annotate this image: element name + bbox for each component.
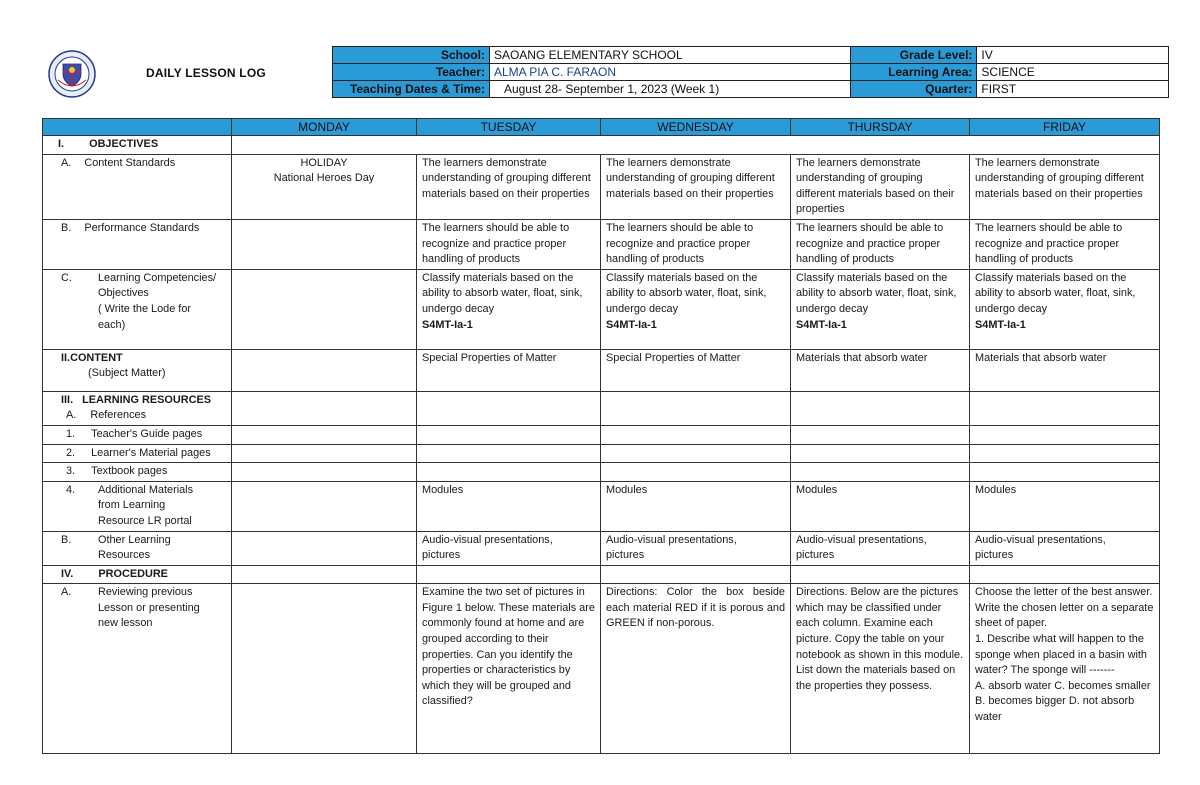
grade-level-value: IV bbox=[977, 47, 1169, 64]
learning-area-label: Learning Area: bbox=[850, 64, 977, 81]
tuesday-olr: Audio-visual presentations, pictures bbox=[417, 531, 601, 565]
learners-material-label-cell bbox=[43, 444, 232, 463]
learning-competencies-row bbox=[43, 269, 1160, 349]
tuesday-competencies bbox=[417, 269, 601, 349]
thursday-competency-code: S4MT-Ia-1 bbox=[796, 318, 847, 331]
teachers-guide-number: 1. bbox=[66, 427, 76, 440]
friday-competencies bbox=[970, 269, 1160, 349]
content-label: CONTENT bbox=[70, 351, 123, 364]
procedure-number: IV. bbox=[61, 567, 74, 580]
monday-performance-standards bbox=[232, 219, 417, 269]
wednesday-review: Directions: Color the box beside each material RED if it is porous and GREEN if non-porous. bbox=[601, 584, 791, 754]
wednesday-tb bbox=[601, 463, 791, 482]
document-title: DAILY LESSON LOG bbox=[146, 66, 266, 80]
learning-area-value: SCIENCE bbox=[977, 64, 1169, 81]
procedure-row bbox=[43, 565, 1160, 584]
additional-materials-row bbox=[43, 481, 1160, 531]
teachers-guide-row bbox=[43, 425, 1160, 444]
content-row bbox=[43, 349, 1160, 391]
teachers-guide-label-cell bbox=[43, 425, 232, 444]
performance-standards-label: Performance Standards bbox=[84, 221, 200, 234]
day-header-row bbox=[43, 119, 1160, 136]
tuesday-lm bbox=[417, 444, 601, 463]
friday-review-choices-2: B. becomes bigger D. not absorb water bbox=[975, 695, 1135, 724]
monday-resources bbox=[232, 391, 417, 425]
quarter-label: Quarter: bbox=[850, 81, 977, 98]
teacher-label: Teacher: bbox=[333, 64, 490, 81]
learning-resources-row bbox=[43, 391, 1160, 425]
wednesday-content-standards: The learners demonstrate understanding of grouping different materials based on their properties bbox=[601, 154, 791, 219]
learners-material-row bbox=[43, 444, 1160, 463]
textbook-number: 3. bbox=[66, 465, 76, 478]
thursday-review: Directions. Below are the pictures which may be classified under each column. Examine each picture. Copy the table on your notebook as shown in this module. List down the materials based on the properties they possess. bbox=[791, 584, 970, 754]
deped-seal-logo bbox=[48, 50, 96, 98]
friday-review bbox=[970, 584, 1160, 754]
other-resources-label-cell bbox=[43, 531, 232, 565]
friday-review-instruction: Choose the letter of the best answer. Write the chosen letter on a separate sheet of paper. bbox=[975, 586, 1154, 630]
review-lesson-number: A. bbox=[61, 586, 72, 599]
friday-review-question: 1. Describe what will happen to the sponge when placed in a basin with water? The sponge will ------- bbox=[975, 633, 1147, 677]
teaching-dates-value: August 28- September 1, 2023 (Week 1) bbox=[489, 81, 850, 98]
day-tuesday: TUESDAY bbox=[417, 119, 601, 136]
tuesday-content-standards: The learners demonstrate understanding of grouping different materials based on their properties bbox=[417, 154, 601, 219]
textbook-row bbox=[43, 463, 1160, 482]
additional-materials-number: 4. bbox=[66, 483, 76, 496]
friday-procedure bbox=[970, 565, 1160, 584]
day-thursday: THURSDAY bbox=[791, 119, 970, 136]
tuesday-review: Examine the two set of pictures in Figure 1 below. These materials are commonly found at home and are grouped according to their properties. Can you identify the properties or characteristics by which they will be grouped and classified? bbox=[417, 584, 601, 754]
thursday-resources bbox=[791, 391, 970, 425]
tuesday-procedure bbox=[417, 565, 601, 584]
learning-resources-label-cell bbox=[43, 391, 232, 425]
procedure-label: PROCEDURE bbox=[98, 567, 168, 580]
monday-competencies bbox=[232, 269, 417, 349]
wednesday-content: Special Properties of Matter bbox=[601, 349, 791, 391]
wednesday-competency-code: S4MT-Ia-1 bbox=[606, 318, 657, 331]
friday-competency-text: Classify materials based on the ability to absorb water, float, sink, undergo decay bbox=[975, 271, 1136, 315]
day-wednesday: WEDNESDAY bbox=[601, 119, 791, 136]
review-lesson-row bbox=[43, 584, 1160, 754]
wednesday-competencies bbox=[601, 269, 791, 349]
friday-am: Modules bbox=[970, 481, 1160, 531]
school-info-table bbox=[332, 46, 1169, 98]
friday-review-choices-1: A. absorb water C. becomes smaller bbox=[975, 679, 1151, 692]
performance-standards-label-cell bbox=[43, 219, 232, 269]
wednesday-procedure bbox=[601, 565, 791, 584]
objectives-heading bbox=[43, 136, 232, 155]
tuesday-content: Special Properties of Matter bbox=[417, 349, 601, 391]
day-monday: MONDAY bbox=[232, 119, 417, 136]
textbook-label-cell bbox=[43, 463, 232, 482]
other-resources-label: Other Learning Resources bbox=[98, 533, 171, 562]
teaching-dates-label: Teaching Dates & Time: bbox=[333, 81, 490, 98]
objectives-label: OBJECTIVES bbox=[89, 138, 159, 150]
other-resources-row bbox=[43, 531, 1160, 565]
thursday-content: Materials that absorb water bbox=[791, 349, 970, 391]
learners-material-number: 2. bbox=[66, 446, 76, 459]
wednesday-competency-text: Classify materials based on the ability to absorb water, float, sink, undergo decay bbox=[606, 271, 767, 315]
thursday-competencies bbox=[791, 269, 970, 349]
content-number: II. bbox=[61, 351, 71, 364]
content-sublabel: (Subject Matter) bbox=[88, 367, 166, 380]
thursday-am: Modules bbox=[791, 481, 970, 531]
friday-content-standards: The learners demonstrate understanding of grouping different materials based on their properties bbox=[970, 154, 1160, 219]
friday-tg bbox=[970, 425, 1160, 444]
references-label: References bbox=[90, 409, 147, 422]
other-resources-number: B. bbox=[61, 533, 72, 546]
friday-lm bbox=[970, 444, 1160, 463]
friday-olr: Audio-visual presentations, pictures bbox=[970, 531, 1160, 565]
school-value: SAOANG ELEMENTARY SCHOOL bbox=[489, 47, 850, 64]
wednesday-am: Modules bbox=[601, 481, 791, 531]
textbook-label: Textbook pages bbox=[91, 465, 168, 478]
thursday-tg bbox=[791, 425, 970, 444]
thursday-lm bbox=[791, 444, 970, 463]
daily-lesson-table bbox=[42, 118, 1160, 754]
monday-lm bbox=[232, 444, 417, 463]
lesson-log-header bbox=[42, 46, 1169, 101]
tuesday-performance-standards: The learners should be able to recognize and practice proper handling of products bbox=[417, 219, 601, 269]
learning-competencies-label-cell bbox=[43, 269, 232, 349]
monday-tb bbox=[232, 463, 417, 482]
thursday-procedure bbox=[791, 565, 970, 584]
thursday-competency-text: Classify materials based on the ability to absorb water, float, sink, undergo decay bbox=[796, 271, 957, 315]
thursday-content-standards: The learners demonstrate understanding of grouping different materials based on their properties bbox=[791, 154, 970, 219]
additional-materials-label: Additional Materials from Learning Resource LR portal bbox=[98, 483, 194, 527]
monday-am bbox=[232, 481, 417, 531]
day-friday: FRIDAY bbox=[970, 119, 1160, 136]
learners-material-label: Learner's Material pages bbox=[91, 446, 211, 459]
monday-olr bbox=[232, 531, 417, 565]
objectives-blank-cell bbox=[232, 136, 1160, 155]
wednesday-lm bbox=[601, 444, 791, 463]
references-number: A. bbox=[66, 409, 77, 422]
thursday-tb bbox=[791, 463, 970, 482]
learning-resources-number: III. bbox=[61, 393, 74, 406]
monday-content-standards bbox=[232, 154, 417, 219]
content-label-cell bbox=[43, 349, 232, 391]
thursday-olr: Audio-visual presentations, pictures bbox=[791, 531, 970, 565]
friday-tb bbox=[970, 463, 1160, 482]
learning-competencies-note: ( Write the Lode for each) bbox=[98, 302, 192, 331]
wednesday-tg bbox=[601, 425, 791, 444]
wednesday-olr: Audio-visual presentations, pictures bbox=[601, 531, 791, 565]
procedure-heading bbox=[43, 565, 232, 584]
thursday-performance-standards: The learners should be able to recognize and practice proper handling of products bbox=[791, 219, 970, 269]
objectives-row bbox=[43, 136, 1160, 155]
friday-performance-standards: The learners should be able to recognize and practice proper handling of products bbox=[970, 219, 1160, 269]
tuesday-tg bbox=[417, 425, 601, 444]
monday-procedure bbox=[232, 565, 417, 584]
content-standards-label-cell bbox=[43, 154, 232, 219]
content-standards-label: Content Standards bbox=[84, 156, 176, 169]
monday-content bbox=[232, 349, 417, 391]
review-lesson-label: Reviewing previous Lesson or presenting new lesson bbox=[98, 586, 200, 630]
school-label: School: bbox=[333, 47, 490, 64]
tuesday-am: Modules bbox=[417, 481, 601, 531]
holiday-label: HOLIDAY bbox=[300, 156, 348, 169]
additional-materials-label-cell bbox=[43, 481, 232, 531]
objectives-number: I. bbox=[58, 138, 65, 150]
tuesday-tb bbox=[417, 463, 601, 482]
quarter-value: FIRST bbox=[977, 81, 1169, 98]
content-standards-number: A. bbox=[61, 156, 72, 169]
content-standards-row bbox=[43, 154, 1160, 219]
tuesday-resources bbox=[417, 391, 601, 425]
performance-standards-row bbox=[43, 219, 1160, 269]
friday-competency-code: S4MT-Ia-1 bbox=[975, 318, 1026, 331]
monday-tg bbox=[232, 425, 417, 444]
learning-resources-label: LEARNING RESOURCES bbox=[82, 393, 212, 406]
holiday-name: National Heroes Day bbox=[273, 172, 375, 185]
performance-standards-number: B. bbox=[61, 221, 72, 234]
review-lesson-label-cell bbox=[43, 584, 232, 754]
friday-content: Materials that absorb water bbox=[970, 349, 1160, 391]
teacher-value: ALMA PIA C. FARAON bbox=[489, 64, 850, 81]
wednesday-resources bbox=[601, 391, 791, 425]
learning-competencies-number: C. bbox=[61, 271, 72, 284]
friday-resources bbox=[970, 391, 1160, 425]
learning-competencies-label: Learning Competencies/ Objectives bbox=[98, 271, 217, 300]
teachers-guide-label: Teacher's Guide pages bbox=[91, 427, 203, 440]
wednesday-performance-standards: The learners should be able to recognize and practice proper handling of products bbox=[601, 219, 791, 269]
tuesday-competency-text: Classify materials based on the ability to absorb water, float, sink, undergo decay bbox=[422, 271, 583, 315]
grade-level-label: Grade Level: bbox=[850, 47, 977, 64]
monday-review bbox=[232, 584, 417, 754]
header-corner-cell bbox=[43, 119, 232, 136]
tuesday-competency-code: S4MT-Ia-1 bbox=[422, 318, 473, 331]
